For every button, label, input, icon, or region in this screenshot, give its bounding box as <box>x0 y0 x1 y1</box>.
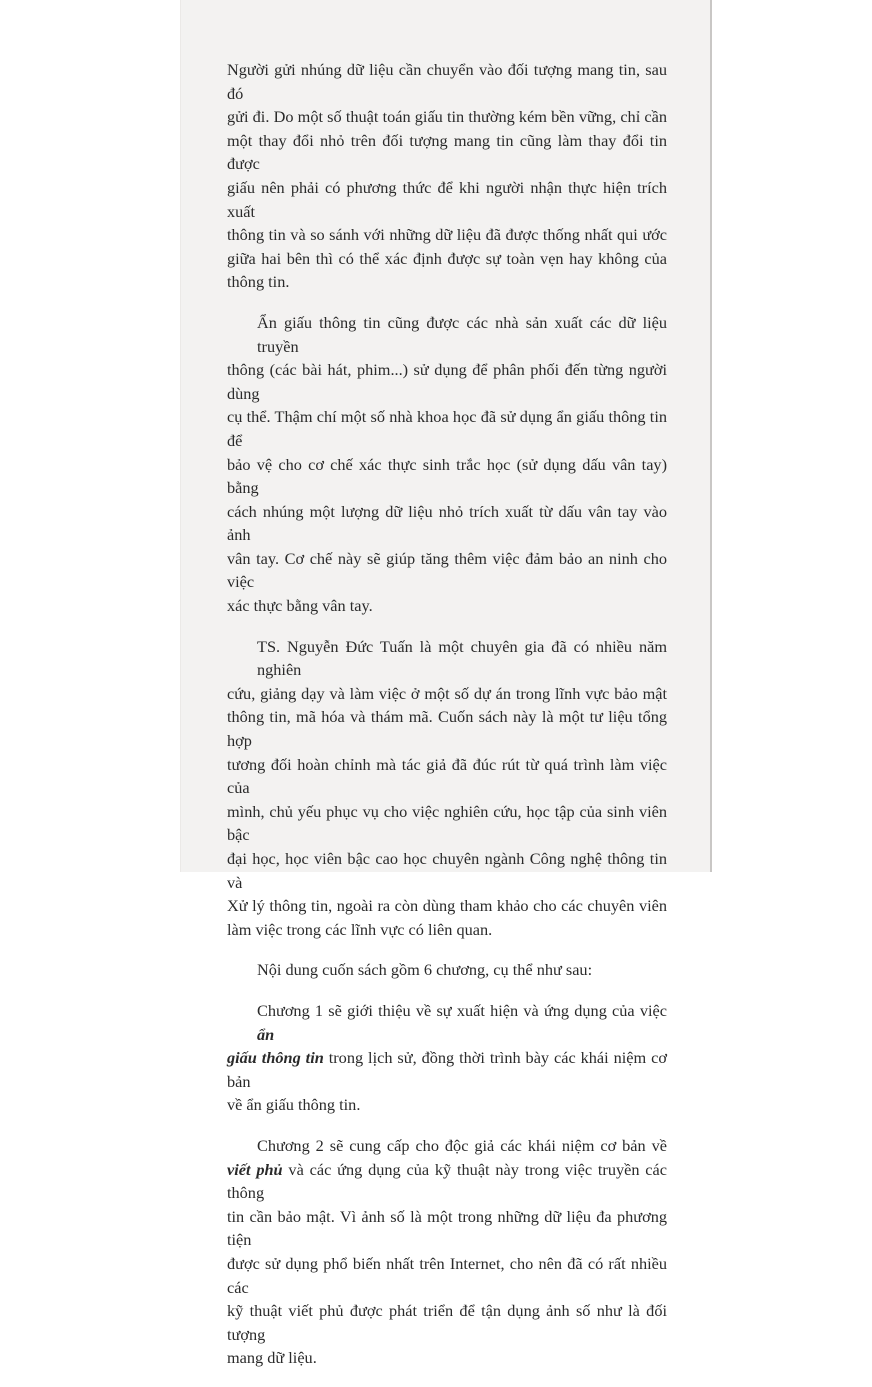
paragraph-3 <box>227 635 667 942</box>
text-line: thông tin, mã hóa và thám mã. Cuốn sách này là một tư liệu tổng hợp <box>227 707 667 751</box>
paragraph-chapter-1 <box>227 999 667 1117</box>
text-line <box>227 1158 667 1205</box>
emphasis-text: ẩn <box>257 1024 275 1044</box>
text-line: bảo vệ cho cơ chế xác thực sinh trắc học (sử dụng dấu vân tay) bằng <box>227 454 667 498</box>
text-line: kỹ thuật viết phủ được phát triển để tận dụng ảnh số như là đối tượng <box>227 1301 667 1344</box>
text-run: Chương 1 sẽ giới thiệu về sự xuất hiện và ứng dụng của việc <box>257 1000 667 1020</box>
text-line: vân tay. Cơ chế này sẽ giúp tăng thêm việc đảm bảo an ninh cho việc <box>227 548 667 592</box>
text-line: mang dữ liệu. <box>227 1348 317 1368</box>
paragraph-4 <box>227 958 667 982</box>
text-line: cứu, giảng dạy và làm việc ở một số dự án trong lĩnh vực bảo mật <box>227 683 667 703</box>
text-line: về ẩn giấu thông tin. <box>227 1095 361 1115</box>
text-line: Ẩn giấu thông tin cũng được các nhà sản xuất các dữ liệu truyền <box>257 312 667 356</box>
text-line: thông tin. <box>227 272 290 292</box>
text-line: Xử lý thông tin, ngoài ra còn dùng tham khảo cho các chuyên viên <box>227 896 667 916</box>
text-line: gửi đi. Do một số thuật toán giấu tin thường kém bền vững, chỉ cần <box>227 107 667 127</box>
text-line <box>227 999 667 1046</box>
text-line: tin cần bảo mật. Vì ảnh số là một trong những dữ liệu đa phương tiện <box>227 1206 667 1250</box>
page-text <box>227 58 667 1387</box>
paragraph-chapter-2 <box>227 1134 667 1370</box>
text-line: thông tin và so sánh với những dữ liệu đã được thống nhất qui ước <box>227 225 667 245</box>
text-line <box>227 1046 667 1093</box>
text-line: Người gửi nhúng dữ liệu cần chuyển vào đối tượng mang tin, sau đó <box>227 60 667 103</box>
text-line: đại học, học viên bậc cao học chuyên ngành Công nghệ thông tin và <box>227 849 667 892</box>
page-edge <box>710 0 712 872</box>
text-line: cụ thể. Thậm chí một số nhà khoa học đã sử dụng ẩn giấu thông tin để <box>227 407 667 450</box>
emphasis-text: viết phủ <box>227 1159 283 1179</box>
text-line: giấu nên phải có phương thức để khi người nhận thực hiện trích xuất <box>227 177 667 221</box>
text-run: và các ứng dụng của kỹ thuật này trong việc truyền các thông <box>227 1159 667 1203</box>
text-run: trong lịch sử, đồng thời trình bày các khái niệm cơ bản <box>227 1048 667 1091</box>
text-line: được sử dụng phổ biến nhất trên Internet, cho nên đã có rất nhiều các <box>227 1253 667 1297</box>
text-line: Chương 2 sẽ cung cấp cho độc giả các khái niệm cơ bản về <box>257 1135 667 1155</box>
text-line: tương đối hoàn chỉnh mà tác giả đã đúc rút từ quá trình làm việc của <box>227 754 667 798</box>
text-line: Nội dung cuốn sách gồm 6 chương, cụ thể như sau: <box>257 960 593 980</box>
text-line: giữa hai bên thì có thể xác định được sự toàn vẹn hay không của <box>227 248 667 268</box>
paragraph-2 <box>227 311 667 618</box>
text-line: xác thực bằng vân tay. <box>227 596 373 616</box>
text-line: một thay đổi nhỏ trên đối tượng mang tin cũng làm thay đổi tin được <box>227 130 667 174</box>
emphasis-text: giấu thông tin <box>227 1048 324 1068</box>
paragraph-1 <box>227 58 667 294</box>
text-line: thông (các bài hát, phim...) sử dụng để phân phối đến từng người dùng <box>227 360 667 403</box>
text-line: TS. Nguyễn Đức Tuấn là một chuyên gia đã có nhiều năm nghiên <box>257 636 667 680</box>
text-line: mình, chủ yếu phục vụ cho việc nghiên cứu, học tập của sinh viên bậc <box>227 801 667 845</box>
text-line: cách nhúng một lượng dữ liệu nhỏ trích xuất từ dấu vân tay vào ảnh <box>227 501 667 545</box>
text-line: làm việc trong các lĩnh vực có liên quan. <box>227 919 493 939</box>
